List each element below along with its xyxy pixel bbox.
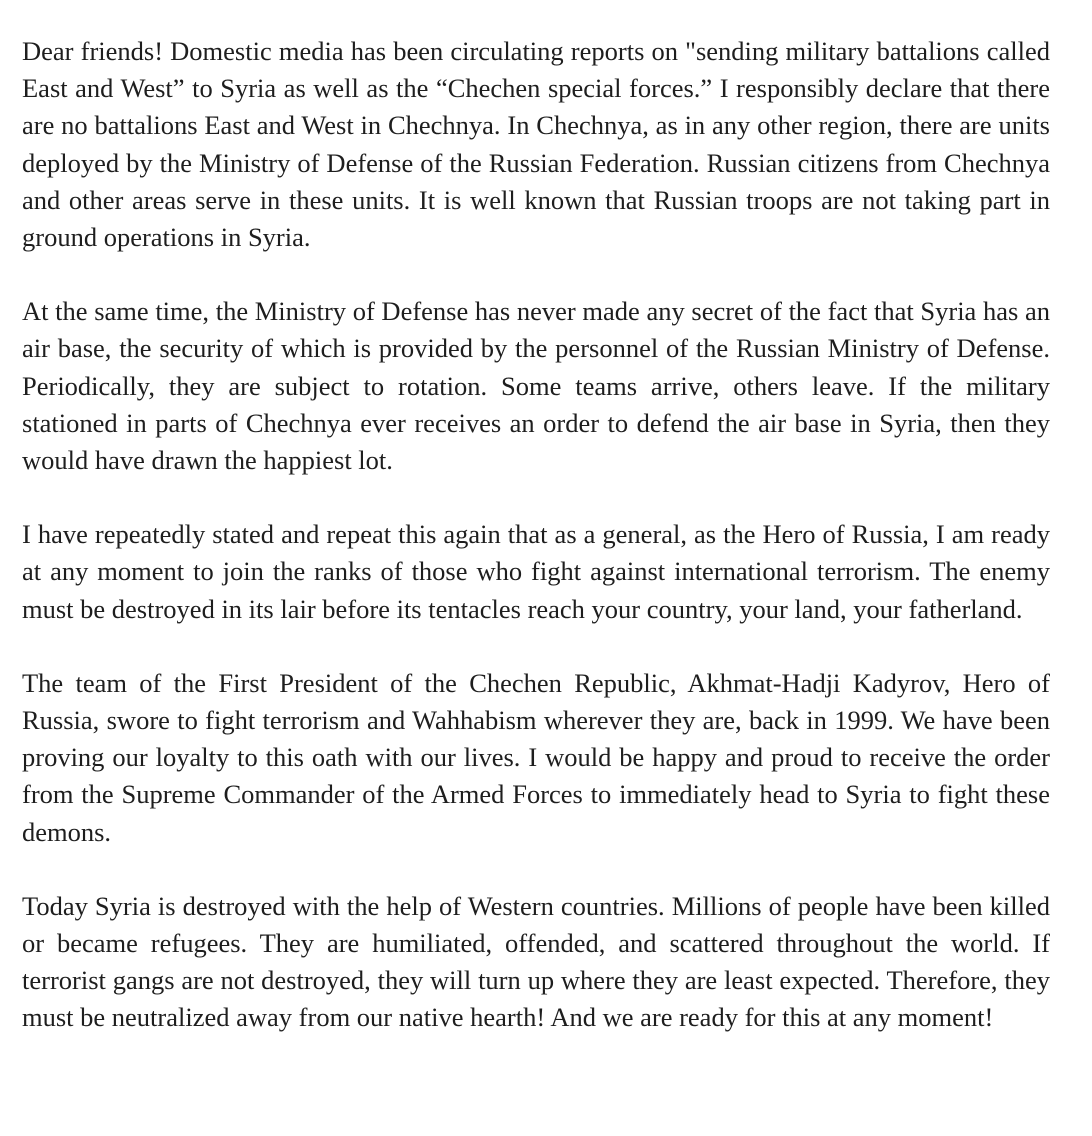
paragraph-1: Dear friends! Domestic media has been circulating reports on "sending military battalions called East and West” to Syria as well as the “Chechen special forces.” I responsibly declare that there are no battalions East and West in Chechnya. In Chechnya, as in any other region, there are units deployed by the Ministry of Defense of the Russian Federation. Russian citizens from Chechnya and other areas serve in these units. It is well known that Russian troops are not taking part in ground operations in Syria. [22,36,1050,253]
paragraph-5: Today Syria is destroyed with the help of Western countries. Millions of people have been killed or became refugees. They are humiliated, offended, and scattered throughout the world. If terrorist gangs are not destroyed, they will turn up where they are least expected. Therefore, they must be neutralized away from our native hearth! And we are ready for this at any moment! [22,890,1050,1033]
paragraph-4: The team of the First President of the Chechen Republic, Akhmat-Hadji Kadyrov, Hero of Russia, swore to fight terrorism and Wahhabism wherever they are, back in 1999. We have been proving our loyalty to this oath with our lives. I would be happy and proud to receive the order from the Supreme Commander of the Armed Forces to immediately head to Syria to fight these demons. [22,667,1050,847]
paragraph-2: At the same time, the Ministry of Defense has never made any secret of the fact that Syria has an air base, the security of which is provided by the personnel of the Russian Ministry of Defense. Periodically, they are subject to rotation. Some teams arrive, others leave. If the military stationed in parts of Chechnya ever receives an order to defend the air base in Syria, then they would have drawn the happiest lot. [22,296,1050,476]
statement-document [22,33,1050,1037]
paragraph-3: I have repeatedly stated and repeat this again that as a general, as the Hero of Russia, I am ready at any moment to join the ranks of those who fight against international terrorism. The enemy must be destroyed in its lair before its tentacles reach your country, your land, your fatherland. [22,519,1050,624]
